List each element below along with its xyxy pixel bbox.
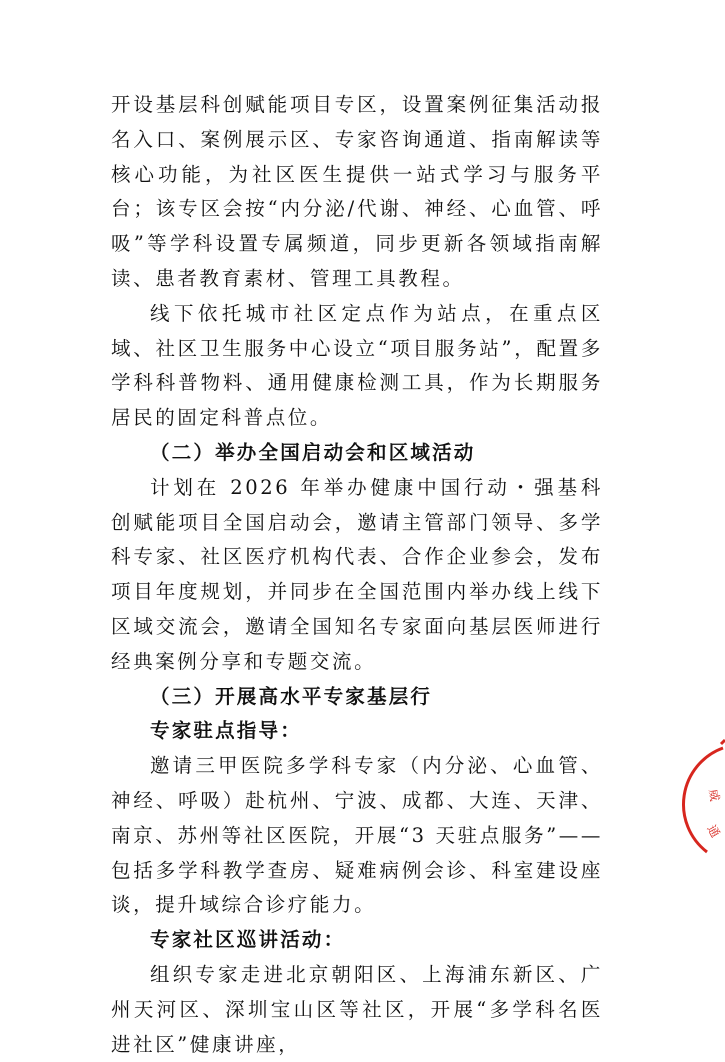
paragraph-offline-stations: 线下依托城市社区定点作为站点，在重点区域、社区卫生服务中心设立“项目服务站”，配置多学科科普物料、通用健康检测工具，作为长期服务居民的固定科普点位。 xyxy=(111,301,603,430)
paragraph-expert-onsite: 邀请三甲医院多学科专家（内分泌、心血管、神经、呼吸）赴杭州、宁波、成都、大连、天津、南京、苏州等社区医院，开展“3 天驻点服务”——包括多学科教学查房、疑难病例会诊、科室建设座谈，提升域综合诊疗能力。 xyxy=(111,754,603,917)
section-heading-expert-visits: （三）开展高水平专家基层行 xyxy=(150,684,433,708)
document-body xyxy=(111,88,603,1062)
paragraph-platform-zone: 开设基层科创赋能项目专区，设置案例征集活动报名入口、案例展示区、专家咨询通道、指南解读等核心功能，为社区医生提供一站式学习与服务平台；该专区会按“内分泌/代谢、神经、心血管、呼吸”等学科设置专属频道，同步更新各领域指南解读、患者教育素材、管理工具教程。 xyxy=(111,93,603,290)
red-seal-stamp-fragment xyxy=(685,740,725,860)
svg-text:通: 通 xyxy=(704,822,723,840)
paragraph-launch-plan: 计划在 2026 年举办健康中国行动・强基科创赋能项目全国启动会，邀请主管部门领导、多学科专家、社区医疗机构代表、合作企业参会，发布项目年度规划，并同步在全国范围内举办线上线下区域交流会，邀请全国知名专家面向基层医师进行经典案例分享和专题交流。 xyxy=(111,475,603,673)
svg-text:威: 威 xyxy=(706,788,722,803)
subheading-expert-onsite: 专家驻点指导： xyxy=(150,719,302,743)
subheading-community-lectures: 专家社区巡讲活动： xyxy=(150,928,346,952)
section-heading-launch-event: （二）举办全国启动会和区域活动 xyxy=(150,440,476,464)
paragraph-community-lectures: 组织专家走进北京朝阳区、上海浦东新区、广州天河区、深圳宝山区等社区，开展“多学科名医进社区”健康讲座， xyxy=(111,962,603,1056)
